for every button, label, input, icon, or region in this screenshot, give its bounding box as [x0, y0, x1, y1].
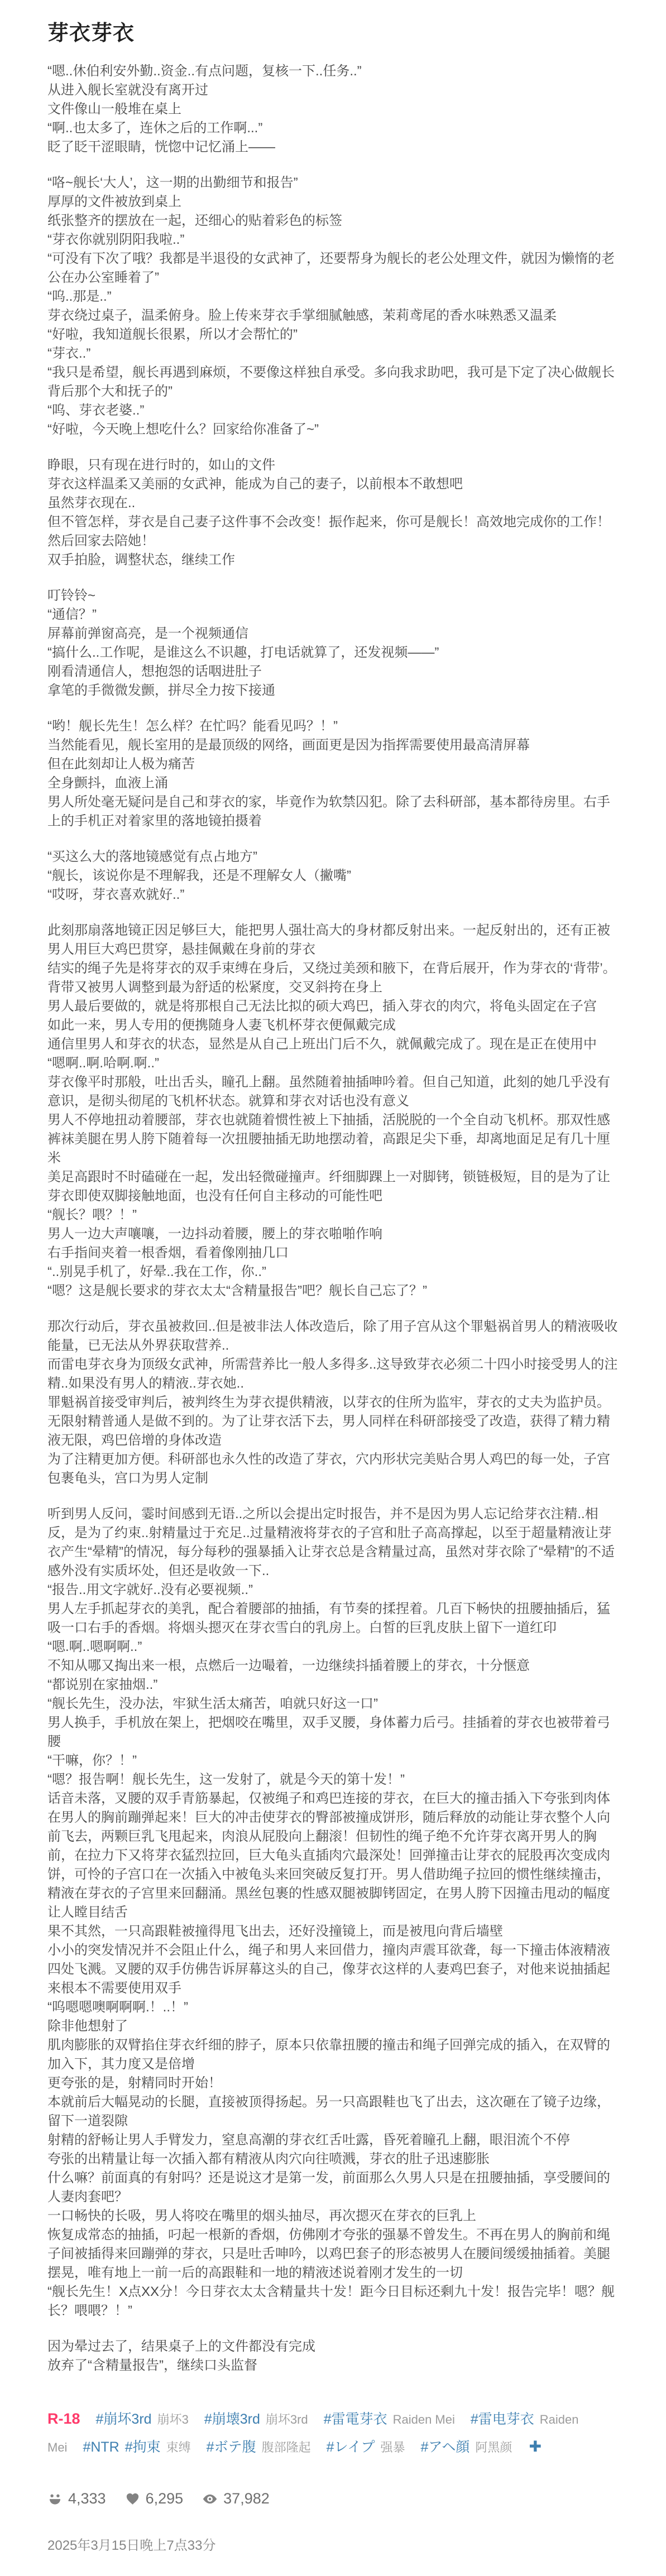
story-line: “嗯.啊..嗯啊啊..” — [47, 1639, 142, 1654]
plus-icon: ✚ — [529, 2438, 542, 2455]
add-tag-button[interactable] — [529, 2438, 542, 2455]
story-line: “报告..用文字就好..没有必要视频..” — [47, 1582, 253, 1597]
story-line: 一口畅快的长吸，男人将咬在嘴里的烟头抽尽，再次摁灭在芽衣的巨乳上 — [47, 2208, 476, 2223]
story-line: 果不其然，一只高跟鞋被撞得甩飞出去，还好没撞镜上，而是被甩向背后墙壁 — [47, 1924, 503, 1939]
tag-translation: Raiden Mei — [392, 2413, 455, 2426]
story-line: “..别晃手机了，好晕..我在工作，你..” — [47, 1264, 266, 1279]
tag-link[interactable]: #NTR — [83, 2439, 119, 2455]
post-date: 2025年3月15日晚上7点33分 — [47, 2538, 216, 2553]
story-line: 虽然芽衣现在.. — [47, 495, 136, 511]
story-line: 为了注精更加方便。科研部也永久性的改造了芽衣，穴内形状完美贴合男人鸡巴的每一处，子宫包裹龟头，宫口为男人定制 — [47, 1452, 610, 1486]
tag-translation: Raiden Mei — [47, 2413, 579, 2454]
rating-r18-link[interactable]: R-18 — [47, 2410, 80, 2427]
story-line: “芽衣你就别阴阳我啦..” — [47, 232, 185, 247]
story-line: 此刻那扇落地镜正因足够巨大，能把男人强壮高大的身材都反射出来。一起反射出的，还有正被男人用巨大鸡巴贯穿，悬挂佩戴在身前的芽衣 — [47, 923, 610, 957]
story-line: 通信里男人和芽衣的状态，显然是从自己上班出门后不久，就佩戴完成了。现在是正在使用中 — [47, 1037, 597, 1052]
story-line: “我只是希望，舰长再遇到麻烦，不要像这样独自承受。多向我求助吧，我可是下定了决心做舰长背后那个大和抚子的” — [47, 365, 615, 399]
tag-translation: 束缚 — [166, 2440, 191, 2454]
tag-link[interactable]: #崩坏3rd — [95, 2411, 152, 2427]
story-line: 全身颤抖，血液上涌 — [47, 776, 168, 791]
story-line: 话音未落，叉腰的双手青筋暴起，仅被绳子和鸡巴连接的芽衣，在巨大的撞击插入下夸张到肉体在男人的胸前蹦弹起来！巨大的冲击使芽衣的臀部被撞成饼形，随后释放的动能让芽衣整个人向前飞去，两颗巨乳飞甩起来，肉浪从屁股向上翻滚！但韧性的绳子绝不允许芽衣离开男人的胸前，在拉力下又将芽衣猛烈拉回，巨大龟头直插肉穴最深处！回弹撞击让芽衣的屁股再次变成肉饼，可怜的子宫口在一次插入中被龟头来回突破反复打开。男人借助绳子拉回的惯性继续撞击，精液在芽衣的子宫里来回翻涌。黑丝包裹的性感双腿被脚铐固定，在男人胯下因撞击甩动的幅度让人瞠目结舌 — [47, 1791, 610, 1920]
story-gap — [47, 2320, 618, 2337]
story-line: 但在此刻却让人极为痛苦 — [47, 757, 195, 772]
story-line: “咯~舰长‘大人’，这一期的出勤细节和报告” — [47, 175, 298, 190]
tag-link[interactable]: #ボテ腹 — [206, 2439, 256, 2455]
story-gap — [47, 904, 618, 921]
story-line: 男人左手抓起芽衣的美乳，配合着腰部的抽插，有节奏的揉捏着。几百下畅快的扭腰抽插后，猛吸一口右手的香烟。将烟头摁灭在芽衣雪白的乳房上。白皙的巨乳皮肤上留下一道红印 — [47, 1601, 610, 1635]
story-line: 美足高跟时不时磕碰在一起，发出轻微碰撞声。纤细脚踝上一对脚铐，锁链极短，目的是为了让芽衣即使双脚接触地面，也没有任何自主移动的可能性吧 — [47, 1169, 610, 1203]
eye-icon — [202, 2491, 218, 2507]
story-line: “哎呀，芽衣喜欢就好..” — [47, 887, 185, 902]
story-line: 然后回家去陪她！ — [47, 533, 155, 548]
tag-link[interactable]: #崩壊3rd — [204, 2411, 260, 2427]
story-line: 当然能看见，舰长室用的是最顶级的网络，画面更是因为指挥需要使用最高清屏幕 — [47, 738, 530, 753]
story-line: 男人最后要做的，就是将那根自己无法比拟的硕大鸡巴，插入芽衣的肉穴，将龟头固定在子宫 — [47, 999, 597, 1014]
story-line: “嗯？报告啊！舰长先生，这一发射了，就是今天的第十发！” — [47, 1772, 405, 1787]
story-line: 不知从哪又掏出来一根，点燃后一边嘬着，一边继续抖插着腰上的芽衣，十分惬意 — [47, 1658, 530, 1673]
story-line: “啊..也太多了，连休之后的工作啊...” — [47, 121, 263, 136]
bookmark-count: 6,295 — [145, 2490, 184, 2507]
story-gap — [47, 831, 618, 848]
story-line: 因为晕过去了，结果桌子上的文件都没有完成 — [47, 2339, 315, 2354]
novel-title: 芽衣芽衣 — [47, 22, 135, 45]
tag-translation: 崩坏3 — [157, 2413, 189, 2426]
story-line: 睁眼，只有现在进行时的，如山的文件 — [47, 458, 275, 473]
story-line: 射精的舒畅让男人手臂发力，窒息高潮的芽衣红舌吐露，昏死着瞳孔上翻，眼泪流个不停 — [47, 2132, 570, 2148]
story-line: 右手指间夹着一根香烟，看着像刚抽几口 — [47, 1245, 289, 1260]
story-line: “呜嗯嗯噢啊啊啊.！..！” — [47, 2000, 188, 2015]
tag-items — [47, 2411, 579, 2455]
story-line: “呜、芽衣老婆..” — [47, 403, 145, 418]
story-line: 男人一边大声嚷嚷，一边抖动着腰，腰上的芽衣啪啪作响 — [47, 1226, 382, 1241]
story-line: 从进入舰长室就没有离开过 — [47, 83, 208, 98]
story-line: “芽衣..” — [47, 346, 91, 361]
tag-translation: 腹部隆起 — [261, 2440, 311, 2454]
story-line: “干嘛，你？！” — [47, 1753, 137, 1768]
story-line: 本就前后大幅晃动的长腿，直接被顶得扬起。另一只高跟鞋也飞了出去，这次砸在了镜子边缘，留下一道裂隙 — [47, 2094, 610, 2129]
story-line: “好啦，今天晚上想吃什么？回家给你准备了~” — [47, 422, 319, 437]
tag-link[interactable]: #雷电芽衣 — [470, 2411, 534, 2427]
story-line: 叮铃铃~ — [47, 588, 96, 603]
story-line: 肌肉膨胀的双臂掐住芽衣纤细的脖子，原本只依靠扭腰的撞击和绳子回弹完成的插入，在双臂的加入下，其力度又是倍增 — [47, 2038, 610, 2072]
story-line: 除非他想射了 — [47, 2019, 128, 2034]
view-count: 37,982 — [223, 2490, 270, 2507]
story-line: “通信？” — [47, 607, 97, 622]
story-line: “呜..那是..” — [47, 289, 112, 304]
story-line: “嗯？这是舰长要求的芽衣太太“含精量报告”吧？舰长自己忘了？” — [47, 1283, 427, 1298]
tag-translation: 强暴 — [380, 2440, 405, 2454]
story-line: “搞什么..工作呢，是谁这么不识趣，打电话就算了，还发视频——” — [47, 645, 439, 660]
tag-link[interactable]: #アヘ顔 — [420, 2439, 470, 2455]
story-line: 芽衣绕过桌子，温柔俯身。脸上传来芽衣手掌细腻触感，茉莉鸢尾的香水味熟悉又温柔 — [47, 308, 557, 323]
story-gap — [47, 439, 618, 456]
story-line: “舰长？喂？！” — [47, 1207, 137, 1222]
story-body — [47, 62, 618, 2375]
story-line: “舰长先生！X点XX分！今日芽衣太太含精量共十发！距今日目标还剩九十发！报告完毕！嗯？舰长？喂喂？！” — [47, 2284, 615, 2318]
story-line: 男人换手，手机放在架上，把烟咬在嘴里，双手叉腰，身体蓄力后弓。挂插着的芽衣也被带着弓腰 — [47, 1715, 610, 1749]
story-line: 而雷电芽衣身为顶级女武神，所需营养比一般人多得多..这导致芽衣必须二十四小时接受男人的注精..如果没有男人的精液..芽衣她.. — [47, 1357, 618, 1391]
story-line: 双手拍脸，调整状态，继续工作 — [47, 552, 235, 567]
story-line: 小小的突发情况并不会阻止什么，绳子和男人来回借力，撞肉声震耳欲聋，每一下撞击体液精液四处飞溅。叉腰的双手仿佛告诉屏幕这头的自己，像芽衣这样的人妻鸡巴套子，对他来说抽插起来根本不需要使用双手 — [47, 1943, 610, 1996]
tag-section — [47, 2405, 618, 2461]
story-gap — [47, 700, 618, 717]
story-line: 罪魁祸首接受审判后，被判终生为芽衣提供精液，以芽衣的住所为监牢，芽衣的丈夫为监护员。无限射精普通人是做不到的。为了让芽衣活下去，男人同样在科研部接受了改造，获得了精力精液无限，鸡巴倍增的身体改造 — [47, 1395, 610, 1448]
story-line: “可没有下次了哦？我都是半退役的女武神了，还要帮身为舰长的老公处理文件，就因为懒惰的老公在办公室睡着了” — [47, 251, 615, 285]
view-stat — [202, 2490, 270, 2507]
like-stat[interactable] — [47, 2490, 106, 2507]
tag-translation: 崩坏3rd — [265, 2413, 308, 2426]
story-line: 结实的绳子先是将芽衣的双手束缚在身后，又绕过美颈和腋下，在背后展开，作为芽衣的‘背带’。背带又被男人调整到最为舒适的松紧度，交叉斜挎在身上 — [47, 961, 616, 995]
story-line: 什么嘛？前面真的有射吗？还是说这才是第一发，前面那么久男人只是在扭腰抽插，享受腰间的人妻肉套吧？ — [47, 2170, 610, 2204]
story-line: “嗯..休伯利安外勤..资金..有点问题，复核一下..任务..” — [47, 64, 362, 79]
story-line: 纸张整齐的摆放在一起，还细心的贴着彩色的标签 — [47, 213, 342, 228]
story-line: 放弃了“含精量报告”，继续口头监督 — [47, 2358, 257, 2373]
story-line: “舰长，该说你是不理解我，还是不理解女人（撇嘴” — [47, 868, 351, 883]
story-line: 恢复成常态的抽插，叼起一根新的香烟，仿佛刚才夸张的强暴不曾发生。不再在男人的胸前和绳子间被插得来回蹦弹的芽衣，只是吐舌呻吟，以鸡巴套子的形态被男人在腰间缓缓抽插着。美腿摆晃，唯有地上一前一后的高跟鞋和一地的精液述说着刚才发生的一切 — [47, 2227, 610, 2280]
story-gap — [47, 570, 618, 586]
story-line: “都说别在家抽烟..” — [47, 1677, 158, 1692]
story-line: 拿笔的手微微发颤，拼尽全力按下接通 — [47, 683, 275, 698]
story-line: 更夸张的是，射精同时开始！ — [47, 2076, 222, 2091]
tag-link[interactable]: #拘束 — [124, 2439, 161, 2455]
story-gap — [47, 157, 618, 174]
story-line: “嗯啊..啊.哈啊.啊..” — [47, 1056, 159, 1071]
story-line: 芽衣这样温柔又美丽的女武神，能成为自己的妻子，以前根本不敢想吧 — [47, 476, 463, 492]
story-line: “哟！舰长先生！怎么样？在忙吗？能看见吗？！” — [47, 719, 338, 734]
story-line: 眨了眨干涩眼睛，恍惚中记忆涌上—— — [47, 139, 275, 155]
story-line: “买这么大的落地镜感觉有点占地方” — [47, 849, 257, 864]
tag-link[interactable]: #レイプ — [326, 2439, 375, 2455]
story-line: 男人所处毫无疑问是自己和芽衣的家，毕竟作为软禁囚犯。除了去科研部，基本都待房里。右手上的手机正对着家里的落地镜拍摄着 — [47, 795, 610, 829]
smiley-icon — [47, 2491, 63, 2506]
tag-link[interactable]: #雷電芽衣 — [323, 2411, 387, 2427]
tag-translation: 阿黑颜 — [475, 2440, 512, 2454]
story-line: 男人不停地扭动着腰部，芽衣也就随着惯性被上下抽插，活脱脱的一个全自动飞机杯。那双性感裤袜美腿在男人胯下随着每一次扭腰抽插无助地摆动着，高跟足尖下垂，却离地面足足有几十厘米 — [47, 1113, 610, 1166]
story-gap — [47, 1488, 618, 1505]
story-line: “好啦，我知道舰长很累，所以才会帮忙的” — [47, 327, 298, 342]
story-line: 刚看清通信人，想抱怨的话咽进肚子 — [47, 664, 262, 679]
like-count: 4,333 — [68, 2490, 106, 2507]
heart-icon — [125, 2491, 140, 2506]
story-line: 文件像山一般堆在桌上 — [47, 102, 181, 117]
story-line: 但不管怎样，芽衣是自己妻子这件事不会改变！振作起来，你可是舰长！高效地完成你的工作！ — [47, 514, 610, 529]
story-line: 芽衣像平时那般，吐出舌头，瞳孔上翻。虽然随着抽插呻吟着。但自己知道，此刻的她几乎没有意识，是彻头彻尾的飞机杯状态。就算和芽衣对话也没有意义 — [47, 1075, 610, 1109]
story-line: 夸张的出精量让每一次插入都有精液从肉穴向往喷溅，芽衣的肚子迅速膨胀 — [47, 2151, 490, 2166]
story-line: “舰长先生，没办法，牢狱生活太痛苦，咱就只好这一口” — [47, 1696, 378, 1711]
stats-row — [47, 2490, 618, 2507]
story-line: 屏幕前弹窗高亮，是一个视频通信 — [47, 626, 248, 641]
story-line: 厚厚的文件被放到桌上 — [47, 194, 181, 209]
story-line: 如此一来，男人专用的便携随身人妻飞机杯芽衣便佩戴完成 — [47, 1018, 396, 1033]
bookmark-stat[interactable] — [125, 2490, 184, 2507]
story-line: 听到男人反问，霎时间感到无语..之所以会提出定时报告，并不是因为男人忘记给芽衣注精..相反，是为了约束..射精量过于充足..过量精液将芽衣的子宫和肚子高高撑起，以至于超量精液让芽衣产生“晕精”的情况，每分每秒的强暴插入让芽衣总是含精量过高，虽然对芽衣除了“晕精”的不适感外没有实质坏处，但还是收敛一下.. — [47, 1506, 615, 1578]
story-line: 那次行动后，芽衣虽被救回..但是被非法人体改造后，除了用子宫从这个罪魁祸首男人的精液吸收能量，已无法从外界获取营养.. — [47, 1319, 618, 1353]
story-gap — [47, 1301, 618, 1317]
